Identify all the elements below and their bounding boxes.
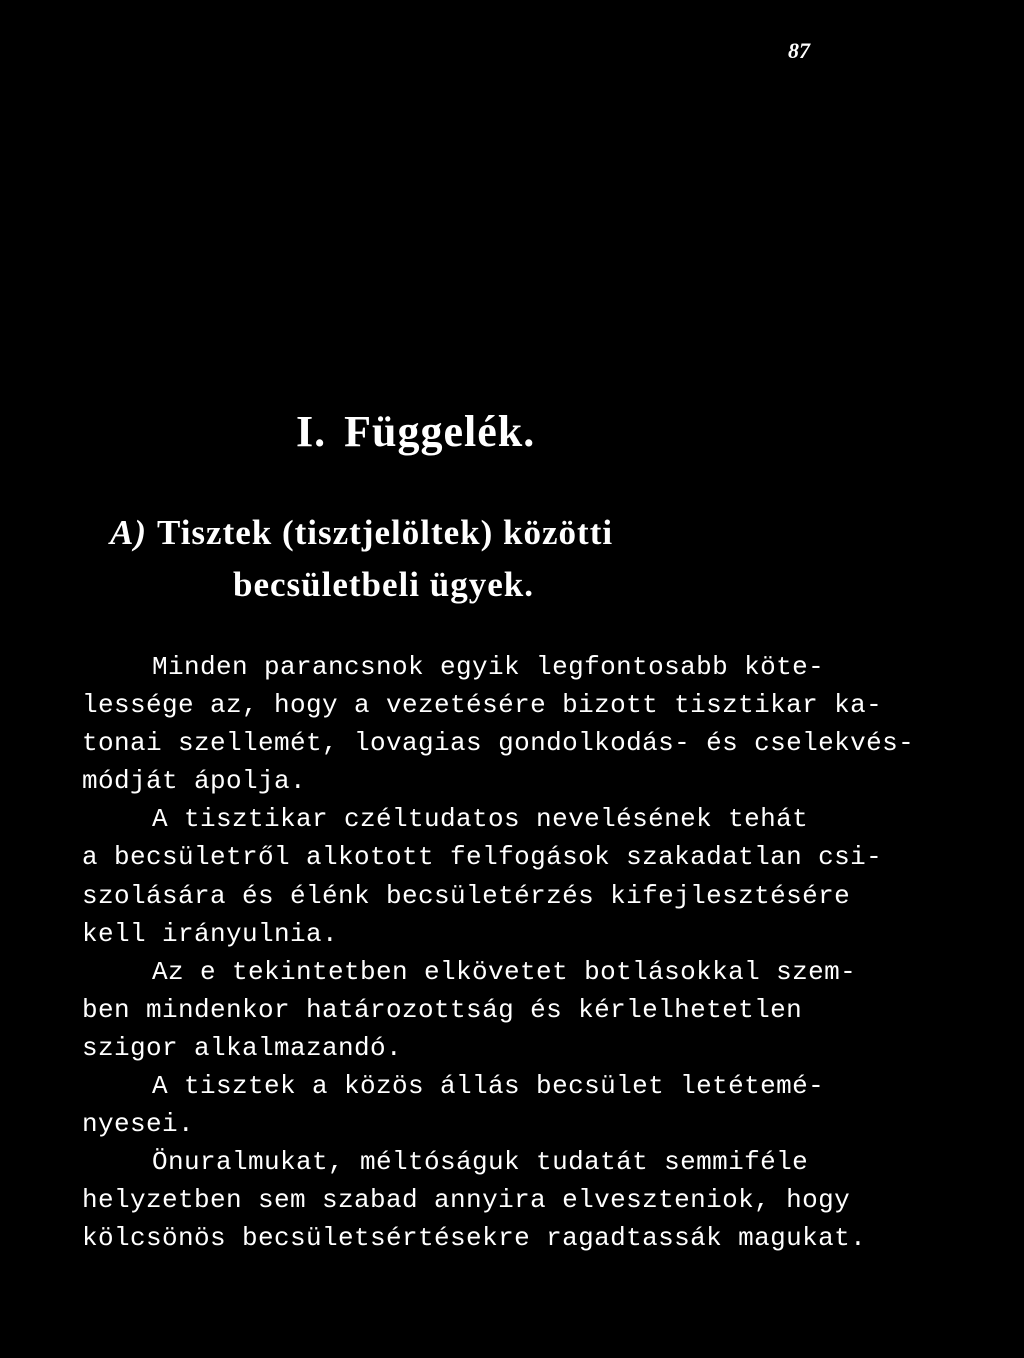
page-number: 87	[788, 38, 810, 63]
text-line: a becsületről alkotott felfogások szakadatlan csi-	[82, 842, 883, 873]
text-line: kölcsönös becsületsértésekre ragadtassák magukat.	[82, 1223, 867, 1254]
text-line: szigor alkalmazandó.	[82, 1032, 403, 1063]
section-heading	[110, 507, 810, 611]
text-line: szolására és élénk becsületérzés kifejlesztésére	[82, 880, 851, 911]
text-line: ben mindenkor határozottság és kérlelhetetlen	[82, 994, 803, 1025]
text-line: A tisztek a közös állás becsület letétemé-	[152, 1071, 825, 1102]
appendix-numeral: I.	[296, 407, 327, 456]
section-heading-line-1: Tisztek (tisztjelöltek) közötti	[157, 513, 614, 552]
text-line: A tisztikar czéltudatos nevelésének tehát	[152, 804, 809, 835]
text-line: Önuralmukat, méltóságuk tudatát semmiféle	[152, 1147, 809, 1178]
text-line: Minden parancsnok egyik legfontosabb köte-	[152, 652, 825, 682]
text-line: nyesei.	[82, 1109, 195, 1140]
body-text	[82, 648, 915, 1258]
text-line: kell irányulnia.	[82, 918, 339, 949]
text-line: tonai szellemét, lovagias gondolkodás- és cselekvés-	[82, 728, 915, 759]
text-line: lessége az, hogy a vezetésére bizott tisztikar ka-	[82, 690, 883, 721]
text-line: helyzetben sem szabad annyira elveszteniok, hogy	[82, 1185, 851, 1216]
text-line: módját ápolja.	[82, 766, 307, 797]
text-line: Az e tekintetben elkövetet botlásokkal szem-	[152, 956, 857, 987]
appendix-title	[296, 406, 535, 457]
section-heading-line-2: becsületbeli ügyek.	[233, 565, 534, 604]
appendix-title-text: Függelék.	[344, 407, 536, 456]
section-marker: A)	[110, 513, 147, 552]
